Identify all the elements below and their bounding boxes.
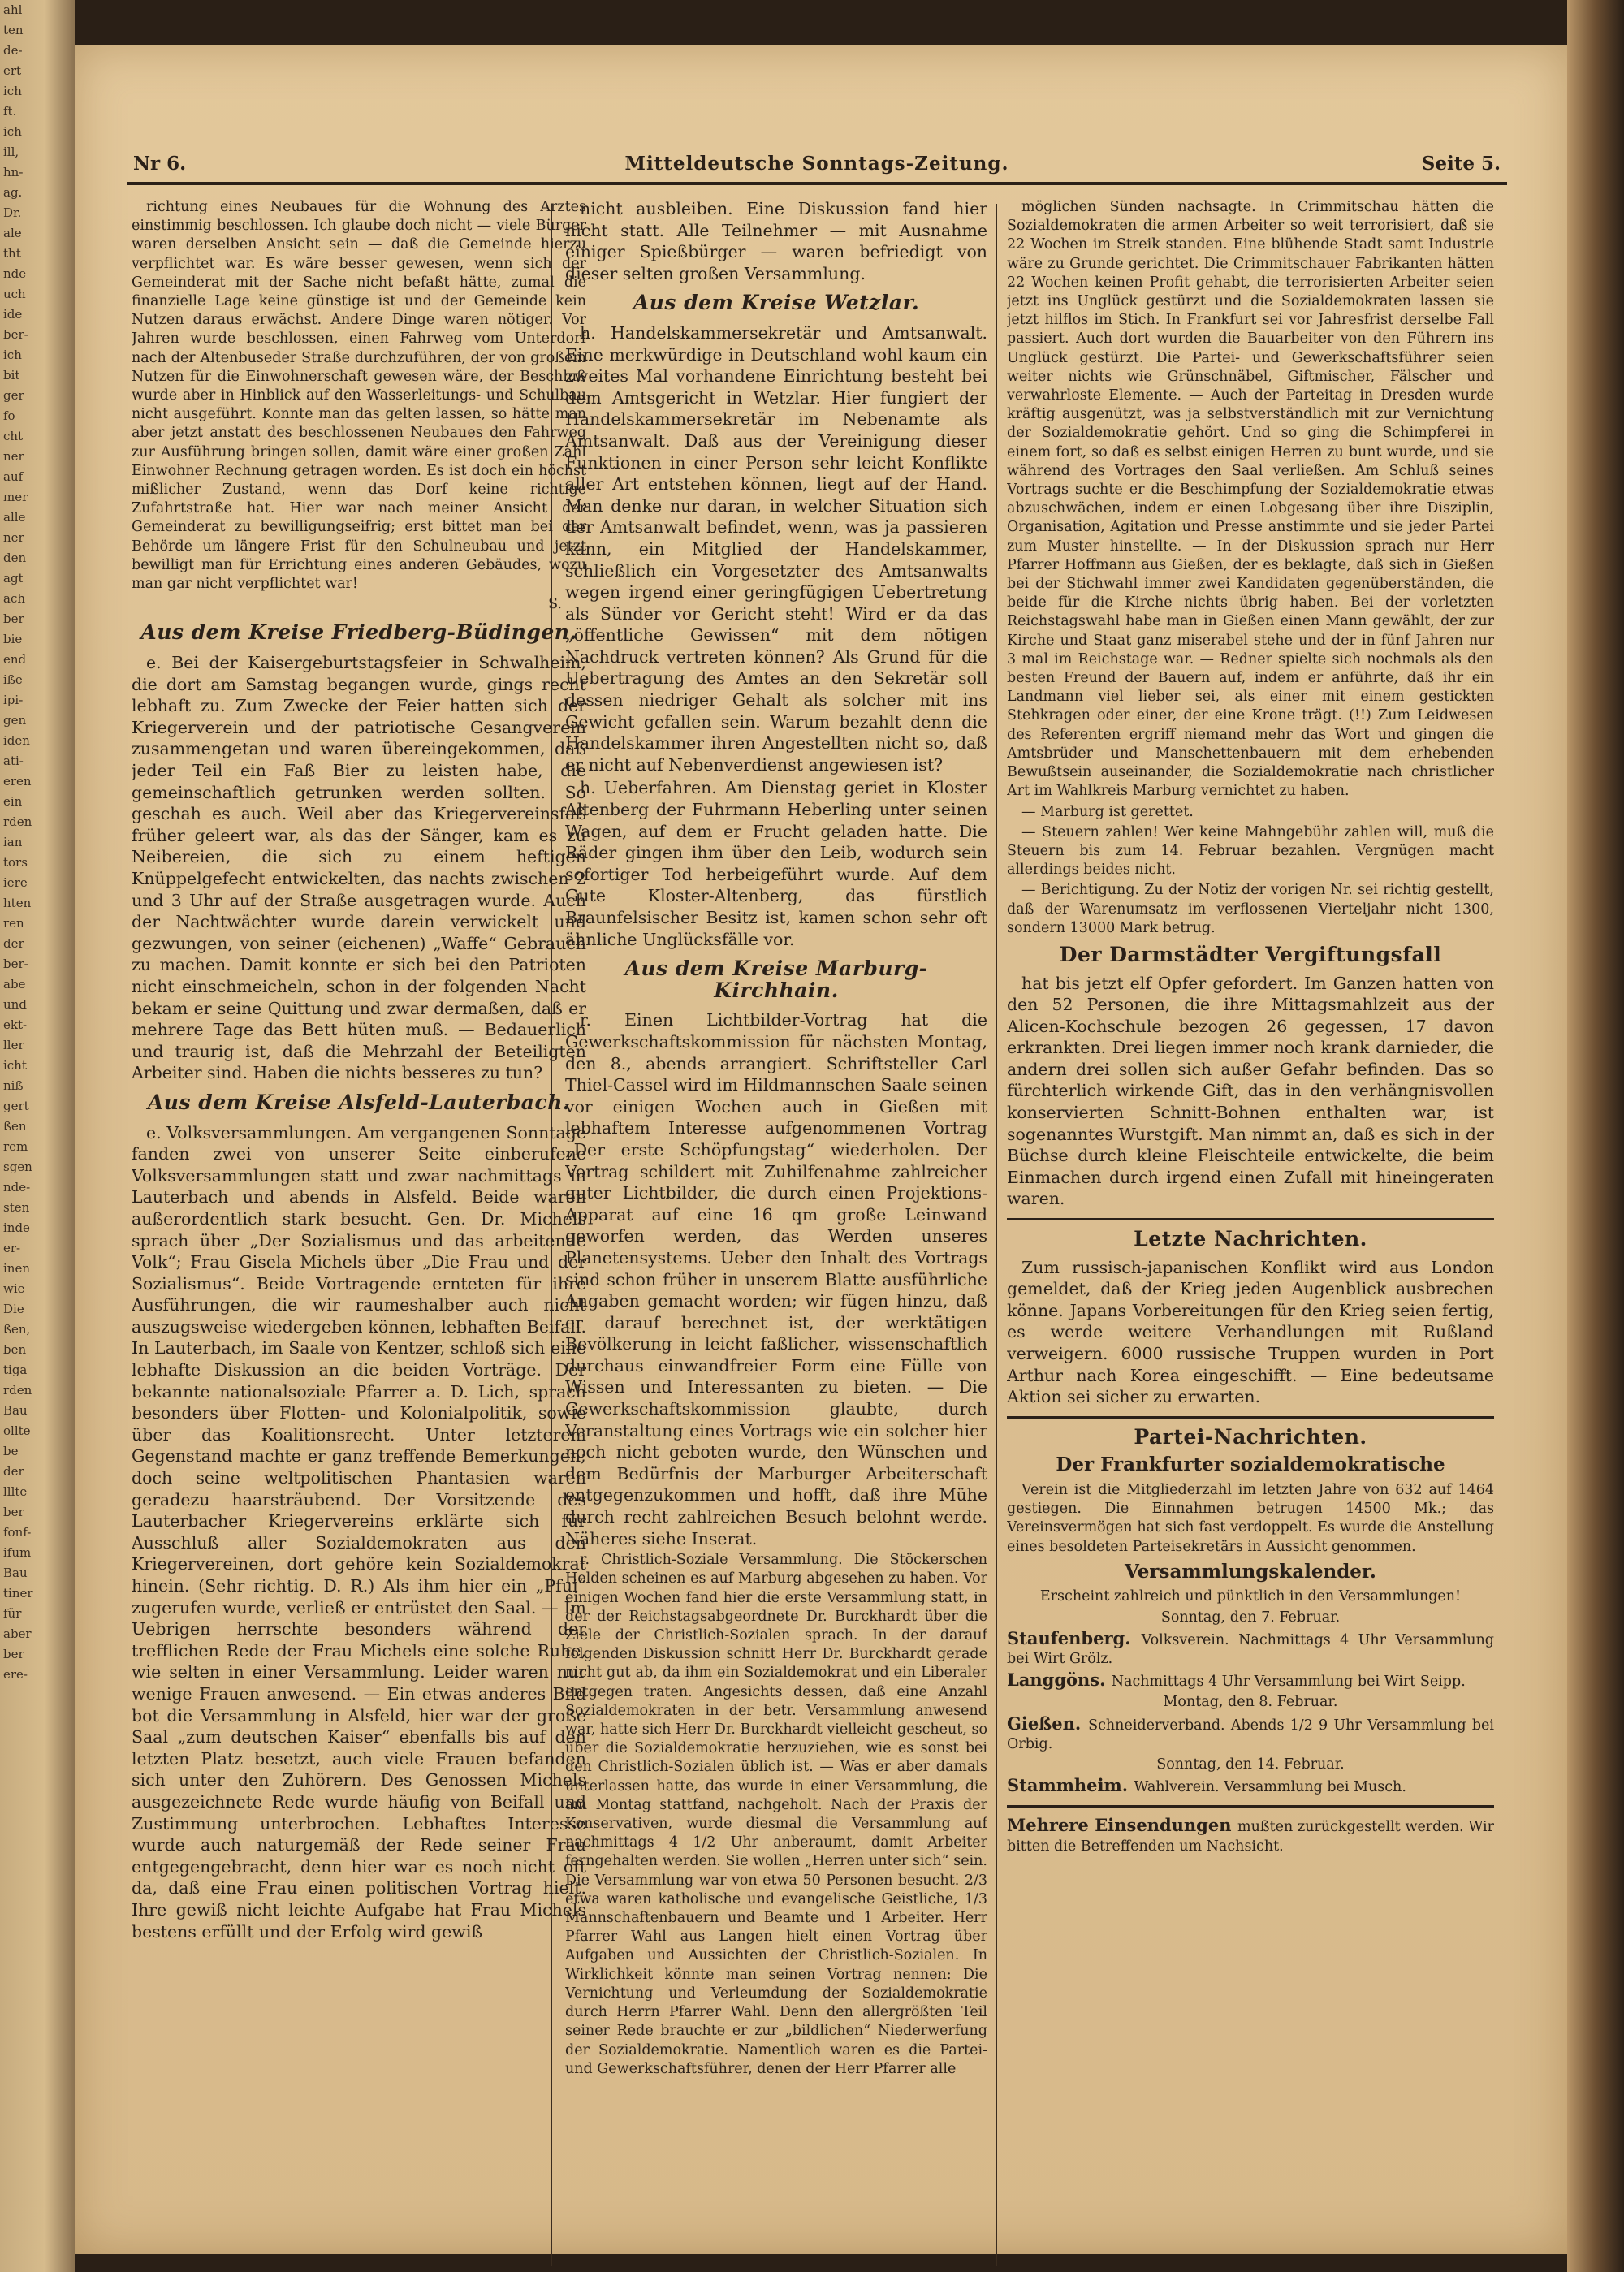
calendar-entry-place: Langgöns.: [1007, 1669, 1112, 1691]
left-fragment-line: ich: [3, 84, 22, 98]
left-fragment-line: lllte: [3, 1484, 28, 1499]
left-fragment-line: ren: [3, 916, 24, 931]
left-fragment-line: ner: [3, 530, 24, 545]
left-fragment-line: Bau: [3, 1403, 28, 1418]
left-fragment-line: ati-: [3, 754, 24, 768]
right-page-edge: [1567, 0, 1624, 2272]
left-fragment-line: iere: [3, 875, 28, 890]
left-fragment-line: iße: [3, 672, 23, 687]
calendar-entry-text: Wahlverein. Versammlung bei Musch.: [1134, 1779, 1406, 1796]
left-fragment-line: fo: [3, 408, 15, 423]
left-fragment-line: der: [3, 1464, 24, 1479]
left-fragment-line: ian: [3, 835, 23, 849]
left-fragment-line: ten: [3, 23, 24, 37]
left-fragment-line: ger: [3, 388, 24, 403]
section-heading: Aus dem Kreise Alsfeld-Lauterbach.: [147, 1090, 571, 1114]
left-fragment-line: für: [3, 1606, 22, 1621]
left-fragment-line: hn-: [3, 165, 24, 179]
left-fragment-line: iden: [3, 733, 30, 748]
article-paragraph: — Steuern zahlen! Wer keine Mahngebühr zahlen will, muß die Steuern bis zum 14. Februar bezahlen. Vergnügen macht allerdings beides nicht.: [1007, 823, 1494, 879]
left-fragment-line: hten: [3, 896, 32, 910]
left-fragment-line: ller: [3, 1038, 24, 1052]
calendar-entry-place: Stammheim.: [1007, 1775, 1134, 1796]
article-paragraph: nicht ausbleiben. Eine Diskussion fand hier nicht statt. Alle Teilnehmer — mit Ausnahme einiger Spießbürger — waren befriedigt von dieser selten großen Versammlung.: [565, 199, 987, 283]
calendar-entry-place: Gießen.: [1007, 1713, 1089, 1734]
left-fragment-line: inen: [3, 1261, 30, 1276]
left-fragment-line: abe: [3, 977, 26, 991]
section-divider: [1007, 1218, 1494, 1220]
article-signature: S.: [548, 596, 562, 613]
left-fragment-line: der: [3, 936, 24, 951]
left-fragment-line: aber: [3, 1626, 32, 1641]
left-fragment-line: sten: [3, 1200, 30, 1215]
article-paragraph: r. Einen Lichtbilder-Vortrag hat die Gewerkschaftskommission für nächsten Montag, den 8., abends arrangiert. Schriftsteller Carl Thiel-Cassel wird im Hildmannschen Saale seinen vor einigen Wochen auch in Gießen mit lebhaftem Interesse aufgenommenen Vortrag „Der erste Schöpfungstag“ wiederholen. Der Vortrag schildert mit Zuhilfenahme zahlreicher guter Lichtbilder, die durch einen Projektions-Apparat auf eine 16 qm große Leinwand geworfen werden, das Werden unseres Planetensystems. Ueber den Inhalt des Vortrags sind schon früher in unserem Blatte ausführliche Angaben gemacht worden; wir fügen hinzu, daß er darauf berechnet ist, der werktätigen Bevölkerung in leicht faßlicher, wissenschaftlich durchaus einwandfreier Form eine Fülle von Wissen und Interessanten zu bieten. — Die Gewerkschaftskommission glaubte, durch Veranstaltung eines Vortrags wie ein solcher hier noch nicht geboten wurde, den Wünschen und dem Bedürfnis der Marburger Arbeiterschaft entgegenzukommen und hofft, daß ihre Mühe durch recht zahlreichen Besuch belohnt werde. Näheres siehe Inserat.: [565, 1010, 987, 1549]
left-fragment-line: inde: [3, 1220, 30, 1235]
left-fragment-line: auf: [3, 469, 24, 484]
left-fragment-line: den: [3, 551, 27, 565]
left-fragment-line: ßen,: [3, 1322, 31, 1337]
left-fragment-line: ipi-: [3, 693, 24, 707]
left-fragment-line: ßen: [3, 1119, 27, 1134]
section-divider: [1007, 1416, 1494, 1419]
calendar-entry: [1007, 1776, 1494, 1797]
article-paragraph: e. Bei der Kaisergeburtstagsfeier in Schwalheim, die dort am Samstag begangen wurde, gings recht lebhaft zu. Zum Zwecke der Feier hatten sich der Kriegerverein und der patriotische Gesangverein zusammengetan und waren übereingekommen, daß jeder Teil ein Faß Bier zu leisten habe, die gemeinschaftlich getrunken werden sollten. So geschah es auch. Weil aber das Kriegervereinsfaß früher geleert war, als das der Sänger, kam es zu Neibereien, die sich zu einem heftigen Knüppelgefecht entwickelten, das nachts zwischen 2 und 3 Uhr auf der Straße ausgetragen wurde. Auch der Nachtwächter wurde darein verwickelt und gezwungen, von seiner (eichenen) „Waffe“ Gebrauch zu machen. Damit konnte er sich bei den Patrioten nicht einschmeicheln, schon in der folgenden Nacht bekam er seine Quittung und zwar dermaßen, daß er mehrere Tage das Bett hüten muß. — Bedauerlich und traurig ist, daß die Mehrzahl der Beteiligten Arbeiter sind. Haben die nichts besseres zu tun?: [132, 653, 586, 1083]
page-number: Seite 5.: [1421, 153, 1501, 175]
left-fragment-line: rden: [3, 814, 32, 829]
left-page-text: [0, 0, 75, 1685]
left-fragment-line: ben: [3, 1342, 27, 1357]
left-fragment-line: und: [3, 997, 27, 1012]
left-fragment-line: ahl: [3, 2, 23, 17]
left-fragment-line: end: [3, 652, 27, 667]
calendar-date-line: Erscheint zahlreich und pünktlich in den Versammlungen!: [1039, 1588, 1462, 1605]
calendar-entry-text: Volksverein. Nachmittags 4 Uhr Versammlung bei Wirt Grölz.: [1007, 1631, 1494, 1667]
section-divider: [1007, 1805, 1494, 1808]
article-paragraph: Verein ist die Mitgliederzahl im letzten Jahre von 632 auf 1464 gestiegen. Die Einnahmen betrugen 14500 Mk.; das Vereinsvermögen hat sich fast verdoppelt. Es wurde die Anstellung eines besoldeten Parteisekretärs in Aussicht genommen.: [1007, 1481, 1494, 1555]
calendar-date-line: Montag, den 8. Februar.: [1163, 1694, 1338, 1711]
left-fragment-line: bie: [3, 632, 23, 646]
column-rule: [996, 204, 997, 2266]
article-paragraph: h. Handelskammersekretär und Amtsanwalt. Eine merkwürdige in Deutschland wohl kaum ein zweites Mal vorhandene Einrichtung besteht bei dem Amtsgericht in Wetzlar. Hier fungiert der Handelskammersekretär im Nebenamte als Amtsanwalt. Daß aus der Vereinigung dieser Funktionen in einer Person sehr leicht Konflikte aller Art entstehen können, liegt auf der Hand. Man denke nur daran, in welcher Situation sich der Amtsanwalt befindet, wenn, was ja passieren kann, ein Mitglied der Handelskammer, schließlich ein Vorgesetzter des Amtsanwalts wegen irgend einer geringfügigen Uebertretung als Sünder vor Gericht steht! Wird er da das „öffentliche Gewissen“ mit dem nötigen Nachdruck vertreten können? Als Grund für die Uebertragung des Amtes an den Sekretär soll dessen niedriger Gehalt als solcher mit ins Gewicht gefallen sein. Warum bezahlt denn die Handelskammer ihren Angestellten nicht so, daß er nicht auf Nebenverdienst angewiesen ist?: [565, 322, 987, 775]
left-fragment-line: ber-: [3, 327, 28, 342]
left-fragment-line: ollte: [3, 1423, 31, 1438]
left-fragment-line: cht: [3, 429, 24, 443]
left-fragment-line: ert: [3, 63, 22, 78]
calendar-entry: [1007, 1629, 1494, 1669]
calendar-entry-text: mußten zurückgestellt werden. Wir bitten die Betreffenden um Nachsicht.: [1007, 1819, 1494, 1855]
page-header: [127, 146, 1507, 185]
section-heading: Aus dem Kreise Friedberg-Büdingen.: [140, 620, 577, 645]
left-fragment-line: ft.: [3, 104, 17, 119]
article-paragraph: Zum russisch-japanischen Konflikt wird aus London gemeldet, daß der Krieg jeden Augenblick ausbrechen könne. Japans Vorbereitungen für den Krieg seien fertig, es werde weitere Verhandlungen mit Rußland verweigern. 6000 russische Truppen wurden in Port Arthur nach Korea eingeschifft. — Eine bedeutsame Aktion sei sicher zu erwarten.: [1007, 1257, 1494, 1407]
calendar-entry-place: Staufenberg.: [1007, 1627, 1142, 1648]
article-paragraph: hat bis jetzt elf Opfer gefordert. Im Ganzen hatten von den 52 Personen, die ihre Mittagsmahlzeit aus der Alicen-Kochschule bezogen 26 gegessen, 17 davon erkrankten. Drei liegen immer noch krank darnieder, die andern drei sollen sich außer Gefahr befinden. Das so fürchterlich wirkende Gift, das in den verhängnisvollen konservierten Schnitt-Bohnen enthalten war, ist sogenanntes Wurstgift. Man nimmt an, daß es sich in der Büchse durch kleine Fleischteile entwickelte, die beim Einmachen durch irgend einen Zufall mit hineingeraten waren.: [1007, 973, 1494, 1209]
calendar-entry-text: Nachmittags 4 Uhr Versammlung bei Wirt Seipp.: [1111, 1674, 1466, 1691]
left-fragment-line: tiga: [3, 1363, 28, 1377]
article-paragraph: — Marburg ist gerettet.: [1021, 803, 1194, 820]
article-paragraph: möglichen Sünden nachsagte. In Crimmitschau hätten die Sozialdemokraten die armen Arbeiter so weit terrorisiert, daß sie 22 Wochen im Streik standen. Eine blühende Stadt samt Industrie wäre zu Grunde gerichtet. Die Crimmitschauer Fabrikanten hätten 22 Wochen keinen Profit gehabt, die terrorisierten Arbeiter seien jetzt ins Unglück gestürzt und die Sozialdemokraten lassen sie jetzt hilflos im Stich. In Frankfurt sei vor Jahresfrist derselbe Fall passiert. Auch dort wurden die Bauarbeiter von den Führern ins Unglück gestürzt. Die Partei- und Gewerkschaftsführer seien weiter nichts wie Grünschnäbel, Giftmischer, Fälscher und verwahrloste Elemente. — Auch der Parteitag in Dresden wurde kräftig ausgenützt, was ja selbstverständlich mit zur Vernichtung der Sozialdemokratie gehört. Und so ging die Schimpferei in einem fort, so daß es selbst einigen Herren zu bunt wurde, und sie während des Vortrages den Saal verließen. Am Schluß seines Vortrags suchte er die Beschimpfung der Sozialdemokratie etwas abzuschwächen, indem er einen Lobgesang über ihre Disziplin, Organisation, Agitation und Presse anstimmte und sie jeder Partei zum Muster hinstellte. — In der Diskussion sprach nur Herr Pfarrer Hoffmann aus Gießen, der es beklagte, daß sich in Gießen bei der Stichwahl immer zwei Kandidaten gegenüberständen, die beide für die Kirche nichts übrig haben. Bei der vorletzten Reichstagswahl habe man in Gießen einen Mann gewählt, der zur Kirche und Staat ganz miserabel stehe und der in fünf Jahren nur 3 mal im Reichstage war. — Redner spielte sich nochmals als den besten Freund der Bauern auf, indem er anführte, daß ihr ein Landmann viel lieber sei, als einer mit einem gestickten Stehkragen oder einer, der eine Krone trägt. (!!) Zum Leidwesen des Referenten ergriff niemand mehr das Wort und gingen die Amtsbrüder und Manschettenbauern mit dem erhebenden Bewußtsein auseinander, die Sozialdemokratie nach christlicher Art im Wahlkreis Marburg vernichtet zu haben.: [1007, 199, 1494, 800]
left-fragment-line: ber: [3, 1647, 24, 1661]
calendar-entry: [1007, 1714, 1494, 1754]
left-fragment-line: ag.: [3, 185, 23, 200]
calendar-date-line: Sonntag, den 7. Februar.: [1160, 1609, 1341, 1626]
calendar-entry: [1007, 1670, 1494, 1691]
left-fragment-line: agt: [3, 571, 24, 585]
left-fragment-line: ale: [3, 226, 22, 240]
left-fragment-line: alle: [3, 510, 26, 525]
sub-heading: Der Frankfurter sozialdemokratische: [1056, 1453, 1445, 1476]
left-page-fragment: [0, 0, 75, 2272]
left-fragment-line: tiner: [3, 1586, 33, 1600]
left-fragment-line: gert: [3, 1099, 29, 1113]
left-fragment-line: niß: [3, 1078, 24, 1093]
left-fragment-line: ber-: [3, 957, 28, 971]
issue-number: Nr 6.: [133, 153, 187, 175]
left-fragment-line: uch: [3, 287, 26, 301]
left-fragment-line: tht: [3, 246, 21, 261]
left-fragment-line: sgen: [3, 1160, 32, 1174]
left-fragment-line: tors: [3, 855, 28, 870]
calendar-entry: [1007, 1816, 1494, 1855]
left-fragment-line: ich: [3, 124, 22, 139]
left-fragment-line: eren: [3, 774, 32, 788]
left-fragment-line: be: [3, 1444, 19, 1458]
article-paragraph: — Berichtigung. Zu der Notiz der vorigen Nr. sei richtig gestellt, daß der Warenumsatz im verflossenen Vierteljahr nicht 1300, sondern 13000 Mark betrug.: [1007, 882, 1494, 936]
left-fragment-line: wie: [3, 1281, 25, 1296]
left-fragment-line: gen: [3, 713, 27, 728]
left-fragment-line: Dr.: [3, 205, 22, 220]
section-heading: Aus dem Kreise Wetzlar.: [633, 291, 920, 315]
left-fragment-line: er-: [3, 1241, 21, 1255]
article-paragraph: h. Ueberfahren. Am Dienstag geriet in Kloster Altenberg der Fuhrmann Heberling unter seinen Wagen, auf dem er Frucht geladen hatte. Die Räder gingen ihm über den Leib, wodurch sein sofortiger Tod herbeigeführt wurde. Auf dem Gute Kloster-Altenberg, das fürstlich Braunfelsischer Besitz ist, kamen schon sehr oft ähnliche Unglücksfälle vor.: [565, 778, 987, 949]
article-paragraph: e. Volksversammlungen. Am vergangenen Sonntage fanden zwei von unserer Seite einberufene Volksversammlungen statt und zwar nachmittags in Lauterbach und abends in Alsfeld. Beide waren außerordentlich stark besucht. Gen. Dr. Michels sprach über „Der Sozialismus und das arbeitende Volk“; Frau Gisela Michels über „Die Frau und der Sozialismus“. Beide Vortragende ernteten für ihre Ausführungen, die wir raumeshalber auch nicht auszugsweise wiedergeben können, lebhaften Beifall. In Lauterbach, im Saale von Kentzer, schloß sich eine lebhafte Diskussion an die beiden Vorträge. Der bekannte nationalsoziale Pfarrer a. D. Lich, sprach besonders über Flotten- und Kolonialpolitik, sowie über das Koalitionsrecht. Unter letzterem Gegenstand machte er ganz treffende Bemerkungen; doch seine weltpolitischen Phantasien waren geradezu haarsträubend. Der Vorsitzende des Lauterbacher Kriegervereins erklärte sich für Ausschluß aller Sozialdemokraten aus den Kriegervereinen, dort gehöre kein Sozialdemokrat hinein. (Sehr richtig. D. R.) Als ihm hier ein „Pfui“ zugerufen wurde, verließ er entrüstet den Saal. — Im Uebrigen herrschte besonders während der trefflichen Rede der Frau Michels eine solche Ruhe, wie selten in einer Versammlung. Leider waren nur wenige Frauen anwesend. — Ein etwas anderes Bild bot die Versammlung in Alsfeld, hier war der große Saal „zum deutschen Kaiser“ ebenfalls bis auf den letzten Platz besetzt, auch viele Frauen befanden sich unter den Zuhörern. Des Genossen Michels ausgezeichnete Rede wurde häufig von Beifall und Zustimmung unterbrochen. Lebhaftes Interesse wurde auch naturgemäß der Rede seiner Frau entgegengebracht, denn hier war es noch nicht oft da, daß eine Frau einen politischen Vortrag hielt. Ihre gewiß nicht leichte Aufgabe hat Frau Michels bestens erfüllt und der Erfolg wird gewiß: [132, 1122, 586, 1942]
section-heading: Der Darmstädter Vergiftungsfall: [1059, 942, 1442, 966]
column-3: [1007, 198, 1494, 2272]
left-fragment-line: ner: [3, 449, 24, 464]
left-fragment-line: bit: [3, 368, 20, 382]
section-heading: Aus dem Kreise Marburg-Kirchhain.: [624, 957, 928, 1002]
left-fragment-line: ide: [3, 307, 23, 322]
left-fragment-line: mer: [3, 490, 28, 504]
left-fragment-line: ach: [3, 591, 26, 606]
calendar-entry-text: Schneiderverband. Abends 1/2 9 Uhr Versammlung bei Orbig.: [1007, 1717, 1494, 1752]
left-fragment-line: ill,: [3, 145, 19, 159]
left-fragment-line: nde: [3, 266, 27, 281]
left-fragment-line: ein: [3, 794, 23, 809]
left-fragment-line: icht: [3, 1058, 27, 1073]
left-fragment-line: Die: [3, 1302, 24, 1316]
left-fragment-line: Bau: [3, 1566, 28, 1580]
left-fragment-line: ber: [3, 611, 24, 626]
left-fragment-line: ere-: [3, 1667, 28, 1682]
left-fragment-line: ifum: [3, 1545, 32, 1560]
article-paragraph: richtung eines Neubaues für die Wohnung des Arztes einstimmig beschlossen. Ich glaube doch nicht — viele Bürger waren derselben Ansicht sein — daß die Gemeinde hierzu verpflichtet war. Es wäre besser gewesen, wenn sich der Gemeinderat mit der Sache nicht befaßt hätte, zumal die finanzielle Lage keine günstige ist und der Gemeinde kein Nutzen daraus erwächst. Andere Dinge waren nötiger. Vor Jahren wurde beschlossen, einen Fahrweg vom Unterdorf nach der Altenbuseder Straße durchzuführen, der von großem Nutzen für die Einwohnerschaft gewesen wäre, der Beschluß wurde aber in Hinblick auf den Wasserleitungs- und Schulbau nicht ausgeführt. Konnte man das gelten lassen, so hätte man aber jetzt anstatt des beschlossenen Neubaues den Fahrweg zur Ausführung bringen sollen, damit wäre einer großen Zahl Einwohner Rechnung getragen worden. Es ist doch ein höchst mißlicher Zustand, wenn das Dorf keine richtige Zufahrtstraße hat. Hier war nach meiner Ansicht der Gemeinderat zu bewilligungseifrig; erst bittet man bei der Behörde um längere Frist für den Schulneubau und jetzt bewilligt man für Errichtung eines anderen Gebäudes, wozu man gar nicht verpflichtet war!: [132, 199, 586, 593]
newspaper-title: Mitteldeutsche Sonntags-Zeitung.: [624, 153, 1009, 175]
sub-heading: Versammlungskalender.: [1125, 1560, 1376, 1583]
section-heading: Partei-Nachrichten.: [1134, 1424, 1367, 1449]
left-fragment-line: fonf-: [3, 1525, 32, 1540]
newspaper-page: [75, 45, 1567, 2254]
column-2: [565, 198, 987, 2272]
article-paragraph: r. Christlich-Soziale Versammlung. Die Stöckerschen Helden scheinen es auf Marburg abgesehen zu haben. Vor einigen Wochen fand hier die erste Versammlung statt, in der der Reichstagsabgeordnete Dr. Burckhardt über die Ziele der Christlich-Sozialen sprach. In der darauf folgenden Diskussion schnitt Herr Dr. Burckhardt gerade nicht gut ab, da ihm ein Sozialdemokrat und ein Liberaler entgegen traten. Angesichts dessen, daß eine Anzahl Sozialdemokraten in der betr. Versammlung anwesend war, hatte sich Herr Dr. Burckhardt vielleicht gescheut, so über die Sozialdemokratie herzuziehen, wie es sonst bei den Christlich-Sozialen üblich ist. — Was er aber damals unterlassen hatte, das wurde in einer Versammlung, die am Montag stattfand, nachgeholt. Nach der Praxis der Konservativen, wurde diesmal die Versammlung auf nachmittags 4 1/2 Uhr anberaumt, damit Arbeiter ferngehalten werden. Sie wollen „Herren unter sich“ sein. Die Versammlung war von etwa 50 Personen besucht. 2/3 etwa waren katholische und evangelische Geistliche, 1/3 Mannschaftenbauern und Beamte und 1 Arbeiter. Herr Pfarrer Wahl aus Langen hielt einen Vortrag über Aufgaben und Aussichten der Christlich-Sozialen. In Wirklichkeit könnte man seinen Vortrag nennen: Die Vernichtung und Verleumdung der Sozialdemokratie durch Herrn Pfarrer Wahl. Denn den allergrößten Teil seiner Rede brauchte er zur „bildlichen“ Niederwerfung der Sozialdemokratie. Namentlich waren es die Partei- und Gewerkschaftsführer, denen der Herr Pfarrer alle: [565, 1552, 987, 2077]
left-fragment-line: de-: [3, 43, 23, 58]
left-fragment-line: ich: [3, 348, 22, 362]
calendar-entry-place: Mehrere Einsendungen: [1007, 1815, 1238, 1836]
left-fragment-line: nde-: [3, 1180, 31, 1194]
column-1: [132, 198, 586, 2272]
calendar-date-line: Sonntag, den 14. Februar.: [1156, 1756, 1345, 1773]
left-fragment-line: ekt-: [3, 1017, 28, 1032]
left-fragment-line: rden: [3, 1383, 32, 1397]
left-fragment-line: rem: [3, 1139, 28, 1154]
section-heading: Letzte Nachrichten.: [1134, 1227, 1367, 1251]
left-fragment-line: ber: [3, 1505, 24, 1519]
